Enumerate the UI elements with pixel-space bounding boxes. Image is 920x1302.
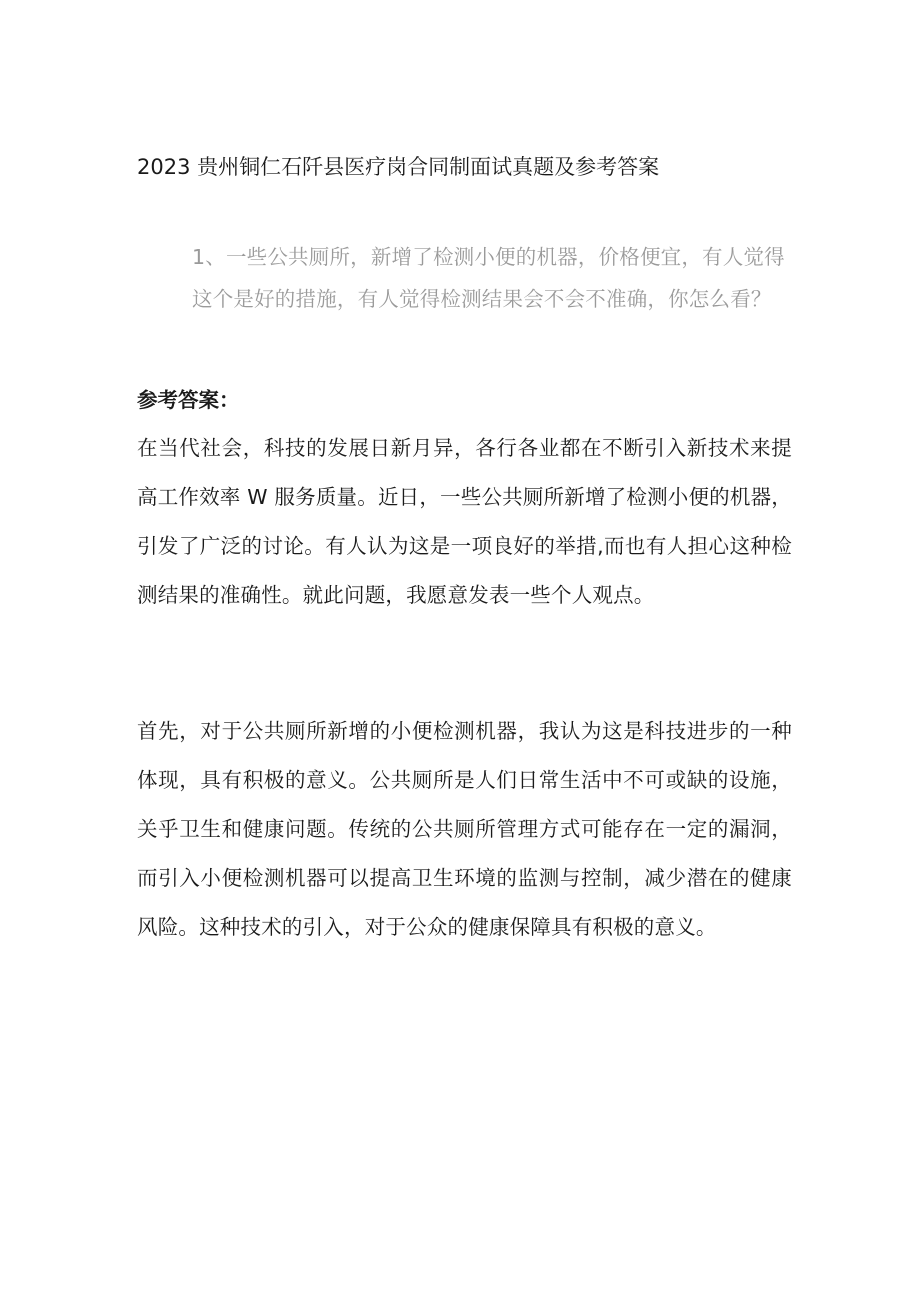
document-title: 2023 贵州铜仁石阡县医疗岗合同制面试真题及参考答案 xyxy=(137,155,660,179)
answer-paragraph: 在当代社会，科技的发展日新月异，各行各业都在不断引入新技术来提高工作效率 W 服务质量。近日，一些公共厕所新增了检测小便的机器，引发了广泛的讨论。有人认为这是一项良好的举措,而也有人担心这种检测结果的准确性。就此问题，我愿意发表一些个人观点。 xyxy=(137,436,792,607)
answer-label: 参考答案： xyxy=(137,388,240,412)
answer-paragraph: 首先，对于公共厕所新增的小便检测机器，我认为这是科技进步的一种体现，具有积极的意义。公共厕所是人们日常生活中不可或缺的设施，关乎卫生和健康问题。传统的公共厕所管理方式可能存在一定的漏洞，而引入小便检测机器可以提高卫生环境的监测与控制，减少潜在的健康风险。这种技术的引入，对于公众的健康保障具有积极的意义。 xyxy=(137,719,792,939)
question-text: 1、一些公共厕所，新增了检测小便的机器，价格便宜，有人觉得这个是好的措施，有人觉得检测结果会不会不准确，你怎么看？ xyxy=(192,245,785,311)
